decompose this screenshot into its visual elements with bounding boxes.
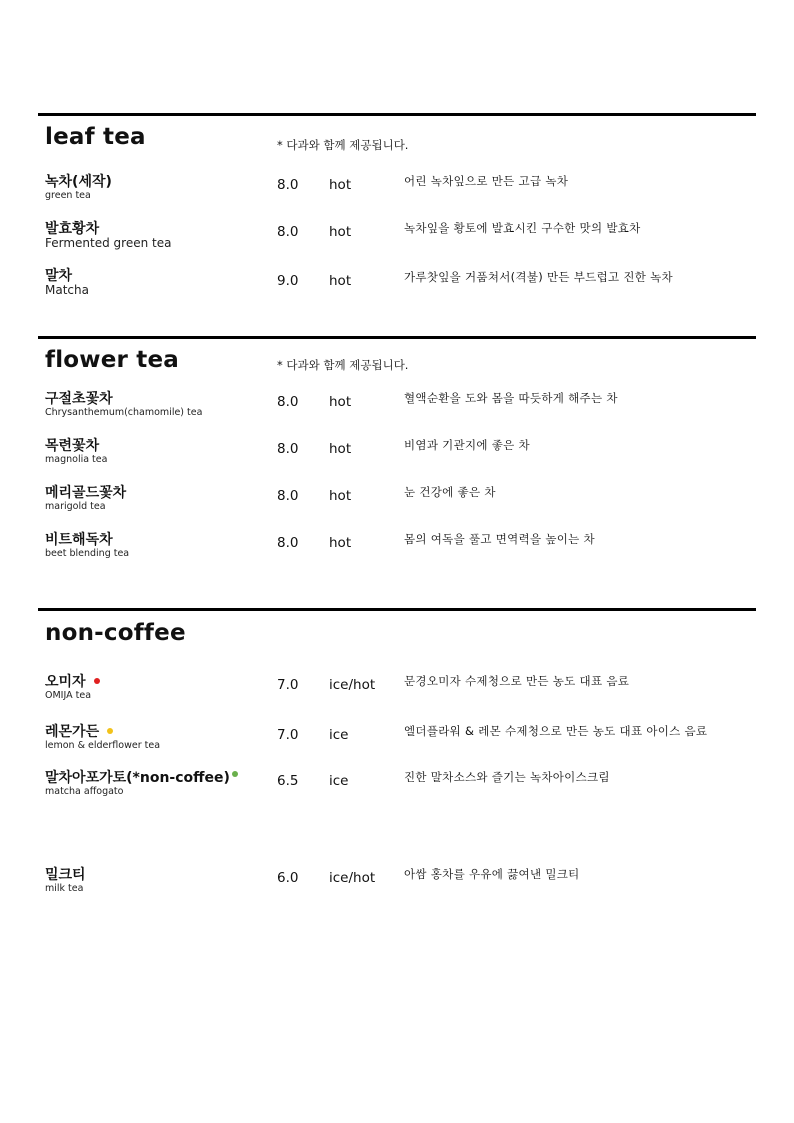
item-description: 아쌈 홍차를 우유에 끓여낸 밀크티 [404, 867, 580, 881]
menu-item [0, 529, 794, 573]
item-english-name: magnolia tea [45, 454, 108, 465]
item-description: 문경오미자 수제청으로 만든 농도 대표 음료 [404, 674, 630, 688]
item-temperature: hot [329, 488, 352, 504]
item-name: 말차 [45, 268, 73, 284]
section-divider-non-coffee [38, 608, 756, 611]
item-description: 혈액순환을 도와 몸을 따듯하게 해주는 차 [404, 391, 618, 405]
section-title-non-coffee: non-coffee [45, 620, 186, 646]
item-english-name: matcha affogato [45, 786, 124, 797]
item-temperature: hot [329, 224, 352, 240]
item-price: 9.0 [277, 273, 299, 289]
item-price: 8.0 [277, 488, 299, 504]
item-price: 8.0 [277, 535, 299, 551]
item-price: 7.0 [277, 727, 299, 743]
green-dot-icon [232, 771, 238, 777]
item-description: 녹차잎을 황토에 발효시킨 구수한 맛의 발효차 [404, 221, 641, 235]
item-price: 6.0 [277, 870, 299, 886]
item-name [45, 767, 238, 787]
item-name-text: 레몬가든 [45, 724, 100, 740]
menu-item [0, 171, 794, 215]
item-temperature: ice/hot [329, 677, 376, 693]
item-temperature: hot [329, 273, 352, 289]
item-description: 어린 녹차잎으로 만든 고급 녹차 [404, 174, 569, 188]
menu-item [0, 482, 794, 526]
item-english-name: Chrysanthemum(chamomile) tea [45, 407, 203, 418]
menu-item [0, 265, 794, 309]
item-english-name: Matcha [45, 283, 89, 297]
item-description: 진한 말차소스와 즐기는 녹차아이스크림 [404, 770, 610, 784]
section-note-flower-tea: * 다과와 함께 제공됩니다. [277, 358, 409, 372]
item-name: 녹차(세작) [45, 174, 112, 190]
item-description: 몸의 여독을 풀고 면역력을 높이는 차 [404, 532, 595, 546]
menu-item [0, 388, 794, 432]
section-title-flower-tea: flower tea [45, 347, 180, 373]
menu-item [0, 435, 794, 479]
menu-item [0, 864, 794, 908]
item-temperature: ice [329, 727, 349, 743]
item-name: 구절초꽃차 [45, 391, 113, 407]
section-divider-flower-tea [38, 336, 756, 339]
item-description: 가루찻잎을 거품쳐서(격불) 만든 부드럽고 진한 녹차 [404, 270, 673, 284]
item-description: 비염과 기관지에 좋은 차 [404, 438, 530, 452]
item-english-name: marigold tea [45, 501, 106, 512]
item-english-name: lemon & elderflower tea [45, 740, 161, 751]
item-name: 비트해독차 [45, 532, 113, 548]
yellow-dot-icon [107, 728, 113, 734]
item-temperature: hot [329, 441, 352, 457]
item-price: 7.0 [277, 677, 299, 693]
item-name: 목련꽃차 [45, 438, 100, 454]
section-title-leaf-tea: leaf tea [45, 124, 146, 150]
item-english-name: Fermented green tea [45, 236, 172, 250]
item-name: 밀크티 [45, 867, 86, 883]
item-temperature: hot [329, 177, 352, 193]
item-price: 8.0 [277, 441, 299, 457]
item-description: 엘더플라워 & 레몬 수제청으로 만든 농도 대표 아이스 음료 [404, 724, 708, 738]
item-description: 눈 건강에 좋은 차 [404, 485, 496, 499]
section-note-leaf-tea: * 다과와 함께 제공됩니다. [277, 138, 409, 152]
red-dot-icon [94, 678, 100, 684]
item-temperature: hot [329, 394, 352, 410]
section-divider-leaf-tea [38, 113, 756, 116]
item-name: 메리골드꽃차 [45, 485, 127, 501]
item-temperature: hot [329, 535, 352, 551]
item-name: 발효황차 [45, 221, 100, 237]
menu-item [0, 767, 794, 811]
item-price: 8.0 [277, 224, 299, 240]
item-price: 8.0 [277, 177, 299, 193]
item-temperature: ice [329, 773, 349, 789]
item-english-name: green tea [45, 190, 91, 201]
menu-item [0, 721, 794, 765]
item-name [45, 671, 100, 691]
menu-item [0, 671, 794, 715]
item-name-text: 오미자 [45, 674, 86, 690]
item-price: 8.0 [277, 394, 299, 410]
item-english-name: beet blending tea [45, 548, 130, 559]
item-name [45, 721, 113, 741]
item-english-name: OMIJA tea [45, 690, 92, 701]
item-price: 6.5 [277, 773, 299, 789]
item-temperature: ice/hot [329, 870, 376, 886]
item-english-name: milk tea [45, 883, 84, 894]
item-name-text: 말차아포가토(*non-coffee) [45, 770, 230, 786]
menu-item [0, 218, 794, 262]
